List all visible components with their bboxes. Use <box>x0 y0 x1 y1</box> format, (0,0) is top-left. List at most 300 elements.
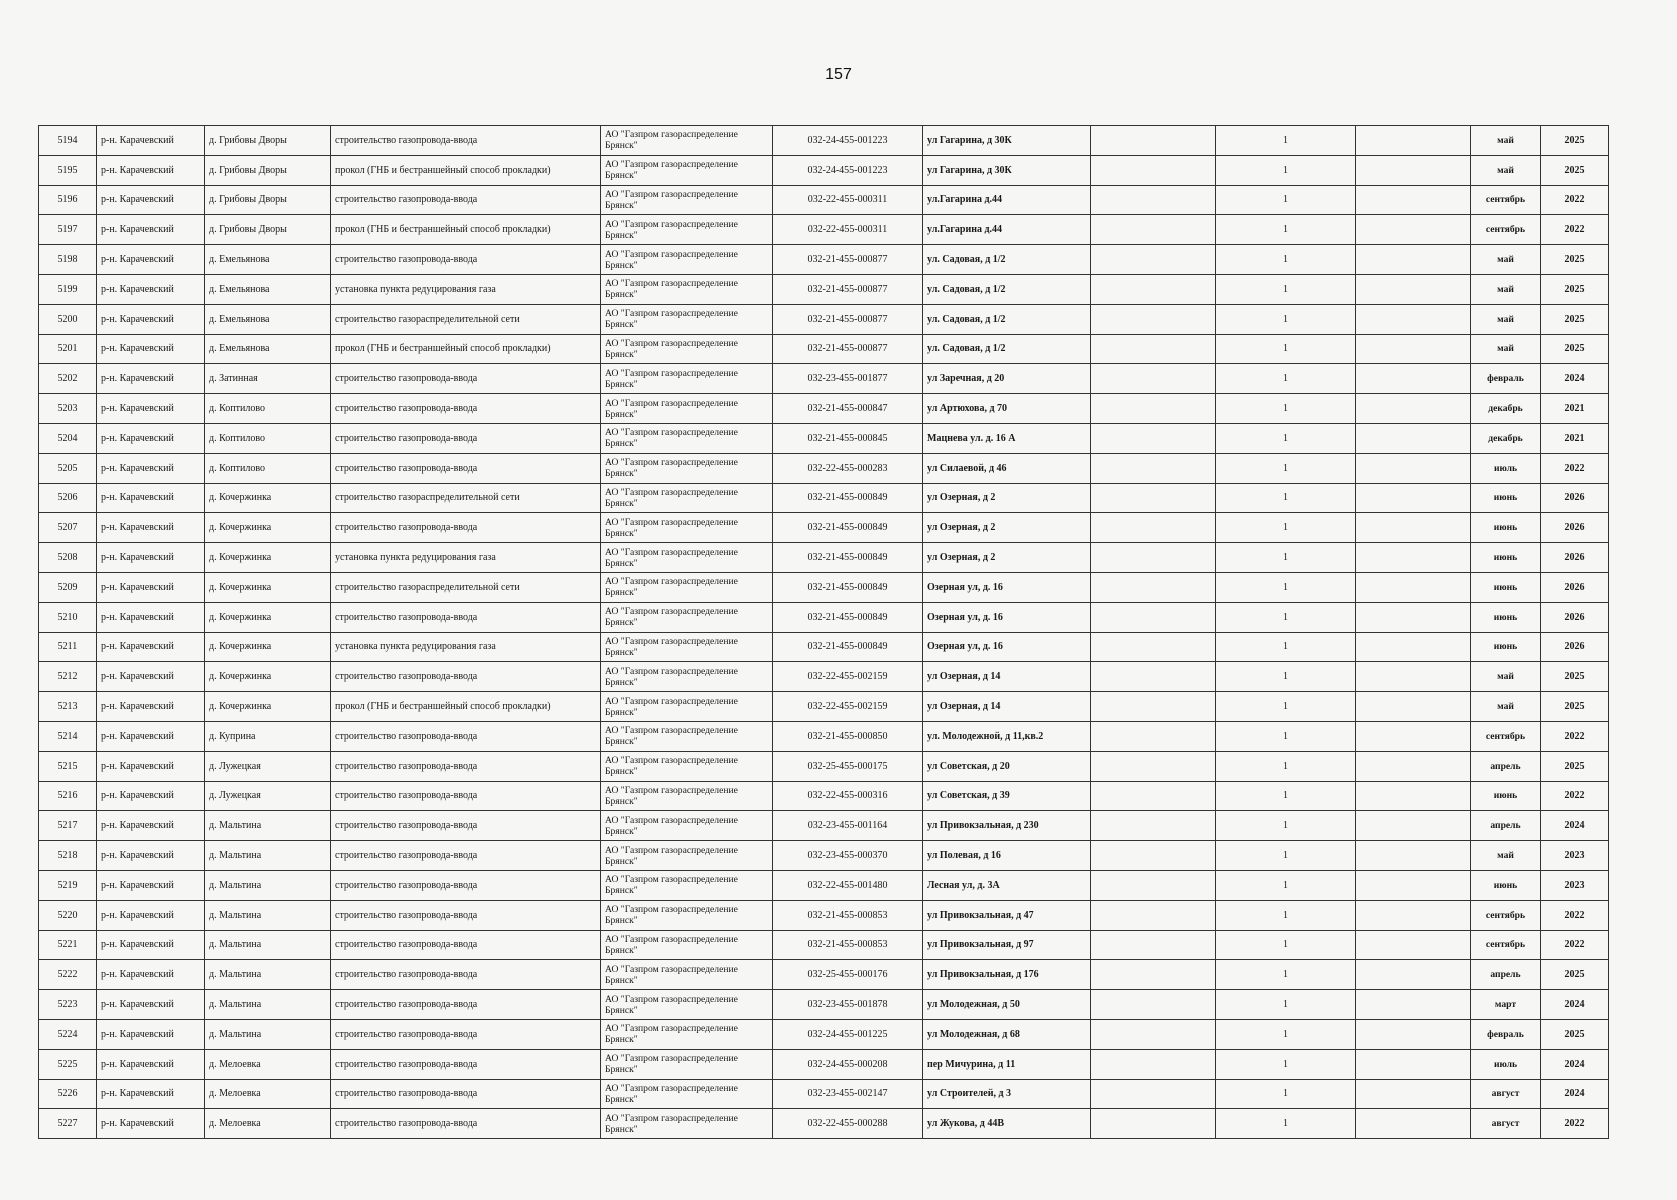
organization-cell: АО "Газпром газораспределение Брянск" <box>601 751 773 781</box>
page-number: 157 <box>825 66 852 83</box>
month-cell: июнь <box>1471 513 1541 543</box>
organization-cell: АО "Газпром газораспределение Брянск" <box>601 692 773 722</box>
empty-cell <box>1356 870 1471 900</box>
address-cell: ул. Садовая, д 1/2 <box>923 304 1091 334</box>
address-cell: ул Молодежная, д 50 <box>923 990 1091 1020</box>
object-code-cell: 032-21-455-000849 <box>773 572 923 602</box>
empty-cell <box>1091 990 1216 1020</box>
row-number-cell: 5226 <box>39 1079 97 1109</box>
month-cell: май <box>1471 126 1541 156</box>
row-number-cell: 5196 <box>39 185 97 215</box>
count-cell: 1 <box>1216 274 1356 304</box>
work-type-cell: прокол (ГНБ и бестраншейный способ прокладки) <box>331 155 601 185</box>
year-cell: 2022 <box>1541 930 1609 960</box>
work-type-cell: прокол (ГНБ и бестраншейный способ прокладки) <box>331 334 601 364</box>
locality-cell: д. Мелоевка <box>205 1109 331 1139</box>
month-cell: июнь <box>1471 870 1541 900</box>
year-cell: 2025 <box>1541 1019 1609 1049</box>
object-code-cell: 032-21-455-000853 <box>773 930 923 960</box>
locality-cell: д. Кочержинка <box>205 692 331 722</box>
empty-cell <box>1356 513 1471 543</box>
row-number-cell: 5221 <box>39 930 97 960</box>
empty-cell <box>1091 423 1216 453</box>
address-cell: ул Озерная, д 14 <box>923 692 1091 722</box>
month-cell: май <box>1471 155 1541 185</box>
address-cell: ул Озерная, д 2 <box>923 483 1091 513</box>
work-type-cell: строительство газопровода-ввода <box>331 126 601 156</box>
district-cell: р-н. Карачевский <box>97 721 205 751</box>
object-code-cell: 032-21-455-000877 <box>773 304 923 334</box>
table-row <box>39 483 1609 513</box>
table-row <box>39 870 1609 900</box>
district-cell: р-н. Карачевский <box>97 215 205 245</box>
work-type-cell: прокол (ГНБ и бестраншейный способ прокладки) <box>331 215 601 245</box>
district-cell: р-н. Карачевский <box>97 334 205 364</box>
empty-cell <box>1091 394 1216 424</box>
count-cell: 1 <box>1216 751 1356 781</box>
count-cell: 1 <box>1216 602 1356 632</box>
row-number-cell: 5199 <box>39 274 97 304</box>
district-cell: р-н. Карачевский <box>97 1019 205 1049</box>
organization-cell: АО "Газпром газораспределение Брянск" <box>601 453 773 483</box>
month-cell: май <box>1471 304 1541 334</box>
object-code-cell: 032-25-455-000175 <box>773 751 923 781</box>
district-cell: р-н. Карачевский <box>97 572 205 602</box>
empty-cell <box>1091 841 1216 871</box>
object-code-cell: 032-22-455-002159 <box>773 662 923 692</box>
empty-cell <box>1356 662 1471 692</box>
month-cell: декабрь <box>1471 423 1541 453</box>
month-cell: июнь <box>1471 483 1541 513</box>
year-cell: 2025 <box>1541 960 1609 990</box>
object-code-cell: 032-22-455-000316 <box>773 781 923 811</box>
organization-cell: АО "Газпром газораспределение Брянск" <box>601 1049 773 1079</box>
locality-cell: д. Кочержинка <box>205 483 331 513</box>
count-cell: 1 <box>1216 870 1356 900</box>
empty-cell <box>1091 304 1216 334</box>
count-cell: 1 <box>1216 513 1356 543</box>
organization-cell: АО "Газпром газораспределение Брянск" <box>601 513 773 543</box>
district-cell: р-н. Карачевский <box>97 692 205 722</box>
row-number-cell: 5213 <box>39 692 97 722</box>
year-cell: 2026 <box>1541 602 1609 632</box>
locality-cell: д. Лужецкая <box>205 751 331 781</box>
organization-cell: АО "Газпром газораспределение Брянск" <box>601 572 773 602</box>
month-cell: сентябрь <box>1471 721 1541 751</box>
month-cell: июнь <box>1471 781 1541 811</box>
year-cell: 2026 <box>1541 543 1609 573</box>
month-cell: апрель <box>1471 960 1541 990</box>
row-number-cell: 5219 <box>39 870 97 900</box>
empty-cell <box>1091 453 1216 483</box>
empty-cell <box>1091 1079 1216 1109</box>
work-type-cell: строительство газопровода-ввода <box>331 900 601 930</box>
year-cell: 2026 <box>1541 483 1609 513</box>
organization-cell: АО "Газпром газораспределение Брянск" <box>601 364 773 394</box>
work-type-cell: строительство газопровода-ввода <box>331 364 601 394</box>
table-row <box>39 364 1609 394</box>
object-code-cell: 032-22-455-000311 <box>773 185 923 215</box>
month-cell: июнь <box>1471 632 1541 662</box>
empty-cell <box>1356 453 1471 483</box>
month-cell: апрель <box>1471 751 1541 781</box>
object-code-cell: 032-21-455-000849 <box>773 483 923 513</box>
object-code-cell: 032-21-455-000845 <box>773 423 923 453</box>
year-cell: 2024 <box>1541 1049 1609 1079</box>
table-row <box>39 334 1609 364</box>
empty-cell <box>1091 245 1216 275</box>
organization-cell: АО "Газпром газораспределение Брянск" <box>601 126 773 156</box>
locality-cell: д. Мальтина <box>205 990 331 1020</box>
empty-cell <box>1356 1109 1471 1139</box>
month-cell: сентябрь <box>1471 185 1541 215</box>
district-cell: р-н. Карачевский <box>97 274 205 304</box>
count-cell: 1 <box>1216 632 1356 662</box>
count-cell: 1 <box>1216 781 1356 811</box>
work-type-cell: прокол (ГНБ и бестраншейный способ прокладки) <box>331 692 601 722</box>
month-cell: февраль <box>1471 1019 1541 1049</box>
organization-cell: АО "Газпром газораспределение Брянск" <box>601 990 773 1020</box>
locality-cell: д. Лужецкая <box>205 781 331 811</box>
month-cell: август <box>1471 1109 1541 1139</box>
locality-cell: д. Мальтина <box>205 960 331 990</box>
locality-cell: д. Куприна <box>205 721 331 751</box>
table-row <box>39 245 1609 275</box>
empty-cell <box>1356 423 1471 453</box>
table-row <box>39 721 1609 751</box>
empty-cell <box>1091 334 1216 364</box>
register-table-body <box>39 126 1609 1139</box>
district-cell: р-н. Карачевский <box>97 483 205 513</box>
district-cell: р-н. Карачевский <box>97 185 205 215</box>
empty-cell <box>1356 274 1471 304</box>
locality-cell: д. Мальтина <box>205 900 331 930</box>
work-type-cell: строительство газопровода-ввода <box>331 185 601 215</box>
district-cell: р-н. Карачевский <box>97 841 205 871</box>
organization-cell: АО "Газпром газораспределение Брянск" <box>601 870 773 900</box>
row-number-cell: 5209 <box>39 572 97 602</box>
year-cell: 2025 <box>1541 662 1609 692</box>
locality-cell: д. Мальтина <box>205 811 331 841</box>
empty-cell <box>1356 572 1471 602</box>
district-cell: р-н. Карачевский <box>97 394 205 424</box>
year-cell: 2025 <box>1541 692 1609 722</box>
address-cell: ул.Гагарина д.44 <box>923 215 1091 245</box>
district-cell: р-н. Карачевский <box>97 751 205 781</box>
empty-cell <box>1356 751 1471 781</box>
work-type-cell: установка пункта редуцирования газа <box>331 543 601 573</box>
count-cell: 1 <box>1216 1079 1356 1109</box>
locality-cell: д. Грибовы Дворы <box>205 185 331 215</box>
address-cell: ул Артюхова, д 70 <box>923 394 1091 424</box>
empty-cell <box>1091 781 1216 811</box>
work-type-cell: строительство газопровода-ввода <box>331 1079 601 1109</box>
work-type-cell: строительство газопровода-ввода <box>331 1049 601 1079</box>
year-cell: 2022 <box>1541 453 1609 483</box>
work-type-cell: строительство газопровода-ввода <box>331 781 601 811</box>
empty-cell <box>1091 185 1216 215</box>
year-cell: 2025 <box>1541 751 1609 781</box>
empty-cell <box>1091 811 1216 841</box>
empty-cell <box>1091 155 1216 185</box>
work-type-cell: строительство газораспределительной сети <box>331 572 601 602</box>
district-cell: р-н. Карачевский <box>97 662 205 692</box>
district-cell: р-н. Карачевский <box>97 126 205 156</box>
object-code-cell: 032-24-455-001223 <box>773 126 923 156</box>
work-type-cell: строительство газопровода-ввода <box>331 811 601 841</box>
empty-cell <box>1091 662 1216 692</box>
organization-cell: АО "Газпром газораспределение Брянск" <box>601 811 773 841</box>
row-number-cell: 5223 <box>39 990 97 1020</box>
object-code-cell: 032-21-455-000849 <box>773 632 923 662</box>
month-cell: май <box>1471 662 1541 692</box>
object-code-cell: 032-21-455-000849 <box>773 543 923 573</box>
row-number-cell: 5225 <box>39 1049 97 1079</box>
work-type-cell: строительство газопровода-ввода <box>331 841 601 871</box>
row-number-cell: 5215 <box>39 751 97 781</box>
year-cell: 2026 <box>1541 632 1609 662</box>
table-row <box>39 930 1609 960</box>
month-cell: май <box>1471 274 1541 304</box>
empty-cell <box>1091 692 1216 722</box>
work-type-cell: строительство газопровода-ввода <box>331 513 601 543</box>
empty-cell <box>1356 394 1471 424</box>
address-cell: ул Силаевой, д 46 <box>923 453 1091 483</box>
address-cell: пер Мичурина, д 11 <box>923 1049 1091 1079</box>
year-cell: 2025 <box>1541 334 1609 364</box>
work-type-cell: строительство газопровода-ввода <box>331 245 601 275</box>
empty-cell <box>1356 1019 1471 1049</box>
locality-cell: д. Кочержинка <box>205 632 331 662</box>
table-row <box>39 900 1609 930</box>
month-cell: май <box>1471 692 1541 722</box>
work-type-cell: строительство газопровода-ввода <box>331 870 601 900</box>
empty-cell <box>1356 245 1471 275</box>
table-row <box>39 1049 1609 1079</box>
count-cell: 1 <box>1216 185 1356 215</box>
row-number-cell: 5205 <box>39 453 97 483</box>
address-cell: ул Озерная, д 14 <box>923 662 1091 692</box>
work-type-cell: строительство газораспределительной сети <box>331 304 601 334</box>
empty-cell <box>1356 781 1471 811</box>
row-number-cell: 5201 <box>39 334 97 364</box>
row-number-cell: 5217 <box>39 811 97 841</box>
locality-cell: д. Мальтина <box>205 930 331 960</box>
district-cell: р-н. Карачевский <box>97 781 205 811</box>
address-cell: Озерная ул, д. 16 <box>923 632 1091 662</box>
year-cell: 2022 <box>1541 721 1609 751</box>
row-number-cell: 5198 <box>39 245 97 275</box>
organization-cell: АО "Газпром газораспределение Брянск" <box>601 185 773 215</box>
table-row <box>39 543 1609 573</box>
empty-cell <box>1356 1079 1471 1109</box>
locality-cell: д. Затинная <box>205 364 331 394</box>
month-cell: июнь <box>1471 602 1541 632</box>
address-cell: ул Советская, д 20 <box>923 751 1091 781</box>
table-row <box>39 751 1609 781</box>
organization-cell: АО "Газпром газораспределение Брянск" <box>601 930 773 960</box>
count-cell: 1 <box>1216 423 1356 453</box>
empty-cell <box>1091 751 1216 781</box>
year-cell: 2022 <box>1541 215 1609 245</box>
address-cell: ул Строителей, д 3 <box>923 1079 1091 1109</box>
table-row <box>39 781 1609 811</box>
count-cell: 1 <box>1216 841 1356 871</box>
month-cell: июль <box>1471 453 1541 483</box>
count-cell: 1 <box>1216 721 1356 751</box>
address-cell: ул Привокзальная, д 97 <box>923 930 1091 960</box>
count-cell: 1 <box>1216 662 1356 692</box>
empty-cell <box>1356 692 1471 722</box>
object-code-cell: 032-21-455-000877 <box>773 274 923 304</box>
row-number-cell: 5220 <box>39 900 97 930</box>
organization-cell: АО "Газпром газораспределение Брянск" <box>601 215 773 245</box>
count-cell: 1 <box>1216 960 1356 990</box>
locality-cell: д. Кочержинка <box>205 662 331 692</box>
address-cell: ул Гагарина, д 30К <box>923 155 1091 185</box>
district-cell: р-н. Карачевский <box>97 960 205 990</box>
empty-cell <box>1091 1049 1216 1079</box>
work-type-cell: установка пункта редуцирования газа <box>331 632 601 662</box>
table-row <box>39 811 1609 841</box>
district-cell: р-н. Карачевский <box>97 811 205 841</box>
row-number-cell: 5212 <box>39 662 97 692</box>
organization-cell: АО "Газпром газораспределение Брянск" <box>601 841 773 871</box>
address-cell: ул Молодежная, д 68 <box>923 1019 1091 1049</box>
empty-cell <box>1356 185 1471 215</box>
count-cell: 1 <box>1216 1049 1356 1079</box>
year-cell: 2024 <box>1541 811 1609 841</box>
year-cell: 2024 <box>1541 364 1609 394</box>
year-cell: 2024 <box>1541 1079 1609 1109</box>
locality-cell: д. Емельянова <box>205 304 331 334</box>
organization-cell: АО "Газпром газораспределение Брянск" <box>601 543 773 573</box>
count-cell: 1 <box>1216 126 1356 156</box>
table-row <box>39 423 1609 453</box>
organization-cell: АО "Газпром газораспределение Брянск" <box>601 245 773 275</box>
month-cell: декабрь <box>1471 394 1541 424</box>
empty-cell <box>1356 602 1471 632</box>
count-cell: 1 <box>1216 215 1356 245</box>
object-code-cell: 032-21-455-000849 <box>773 602 923 632</box>
count-cell: 1 <box>1216 483 1356 513</box>
object-code-cell: 032-24-455-001223 <box>773 155 923 185</box>
organization-cell: АО "Газпром газораспределение Брянск" <box>601 1079 773 1109</box>
empty-cell <box>1356 990 1471 1020</box>
organization-cell: АО "Газпром газораспределение Брянск" <box>601 721 773 751</box>
locality-cell: д. Коптилово <box>205 394 331 424</box>
object-code-cell: 032-23-455-001878 <box>773 990 923 1020</box>
district-cell: р-н. Карачевский <box>97 900 205 930</box>
district-cell: р-н. Карачевский <box>97 1049 205 1079</box>
work-type-cell: строительство газопровода-ввода <box>331 453 601 483</box>
month-cell: апрель <box>1471 811 1541 841</box>
locality-cell: д. Коптилово <box>205 423 331 453</box>
row-number-cell: 5216 <box>39 781 97 811</box>
year-cell: 2022 <box>1541 781 1609 811</box>
count-cell: 1 <box>1216 1019 1356 1049</box>
empty-cell <box>1356 304 1471 334</box>
district-cell: р-н. Карачевский <box>97 453 205 483</box>
count-cell: 1 <box>1216 572 1356 602</box>
row-number-cell: 5208 <box>39 543 97 573</box>
work-type-cell: строительство газопровода-ввода <box>331 990 601 1020</box>
row-number-cell: 5227 <box>39 1109 97 1139</box>
work-type-cell: строительство газопровода-ввода <box>331 1109 601 1139</box>
empty-cell <box>1356 126 1471 156</box>
year-cell: 2025 <box>1541 274 1609 304</box>
object-code-cell: 032-22-455-001480 <box>773 870 923 900</box>
empty-cell <box>1091 274 1216 304</box>
year-cell: 2026 <box>1541 513 1609 543</box>
address-cell: ул. Садовая, д 1/2 <box>923 334 1091 364</box>
address-cell: ул Привокзальная, д 230 <box>923 811 1091 841</box>
object-code-cell: 032-22-455-000311 <box>773 215 923 245</box>
table-row <box>39 215 1609 245</box>
district-cell: р-н. Карачевский <box>97 245 205 275</box>
year-cell: 2022 <box>1541 1109 1609 1139</box>
work-type-cell: строительство газопровода-ввода <box>331 930 601 960</box>
empty-cell <box>1091 960 1216 990</box>
district-cell: р-н. Карачевский <box>97 1079 205 1109</box>
locality-cell: д. Коптилово <box>205 453 331 483</box>
empty-cell <box>1356 483 1471 513</box>
empty-cell <box>1091 721 1216 751</box>
empty-cell <box>1356 1049 1471 1079</box>
empty-cell <box>1356 334 1471 364</box>
locality-cell: д. Емельянова <box>205 245 331 275</box>
table-row <box>39 274 1609 304</box>
empty-cell <box>1091 483 1216 513</box>
row-number-cell: 5210 <box>39 602 97 632</box>
year-cell: 2026 <box>1541 572 1609 602</box>
locality-cell: д. Емельянова <box>205 274 331 304</box>
table-row <box>39 185 1609 215</box>
month-cell: август <box>1471 1079 1541 1109</box>
locality-cell: д. Кочержинка <box>205 602 331 632</box>
empty-cell <box>1091 900 1216 930</box>
organization-cell: АО "Газпром газораспределение Брянск" <box>601 394 773 424</box>
object-code-cell: 032-21-455-000847 <box>773 394 923 424</box>
object-code-cell: 032-21-455-000853 <box>773 900 923 930</box>
address-cell: ул. Садовая, д 1/2 <box>923 245 1091 275</box>
month-cell: май <box>1471 334 1541 364</box>
work-type-cell: строительство газопровода-ввода <box>331 602 601 632</box>
empty-cell <box>1091 126 1216 156</box>
object-code-cell: 032-21-455-000877 <box>773 245 923 275</box>
empty-cell <box>1356 364 1471 394</box>
count-cell: 1 <box>1216 692 1356 722</box>
organization-cell: АО "Газпром газораспределение Брянск" <box>601 304 773 334</box>
locality-cell: д. Кочержинка <box>205 543 331 573</box>
locality-cell: д. Грибовы Дворы <box>205 155 331 185</box>
object-code-cell: 032-22-455-002159 <box>773 692 923 722</box>
year-cell: 2024 <box>1541 990 1609 1020</box>
organization-cell: АО "Газпром газораспределение Брянск" <box>601 274 773 304</box>
table-row <box>39 692 1609 722</box>
empty-cell <box>1091 632 1216 662</box>
row-number-cell: 5200 <box>39 304 97 334</box>
object-code-cell: 032-23-455-002147 <box>773 1079 923 1109</box>
row-number-cell: 5202 <box>39 364 97 394</box>
object-code-cell: 032-25-455-000176 <box>773 960 923 990</box>
empty-cell <box>1356 721 1471 751</box>
object-code-cell: 032-22-455-000283 <box>773 453 923 483</box>
address-cell: ул Заречная, д 20 <box>923 364 1091 394</box>
count-cell: 1 <box>1216 900 1356 930</box>
register-table <box>38 125 1609 1139</box>
month-cell: июнь <box>1471 543 1541 573</box>
